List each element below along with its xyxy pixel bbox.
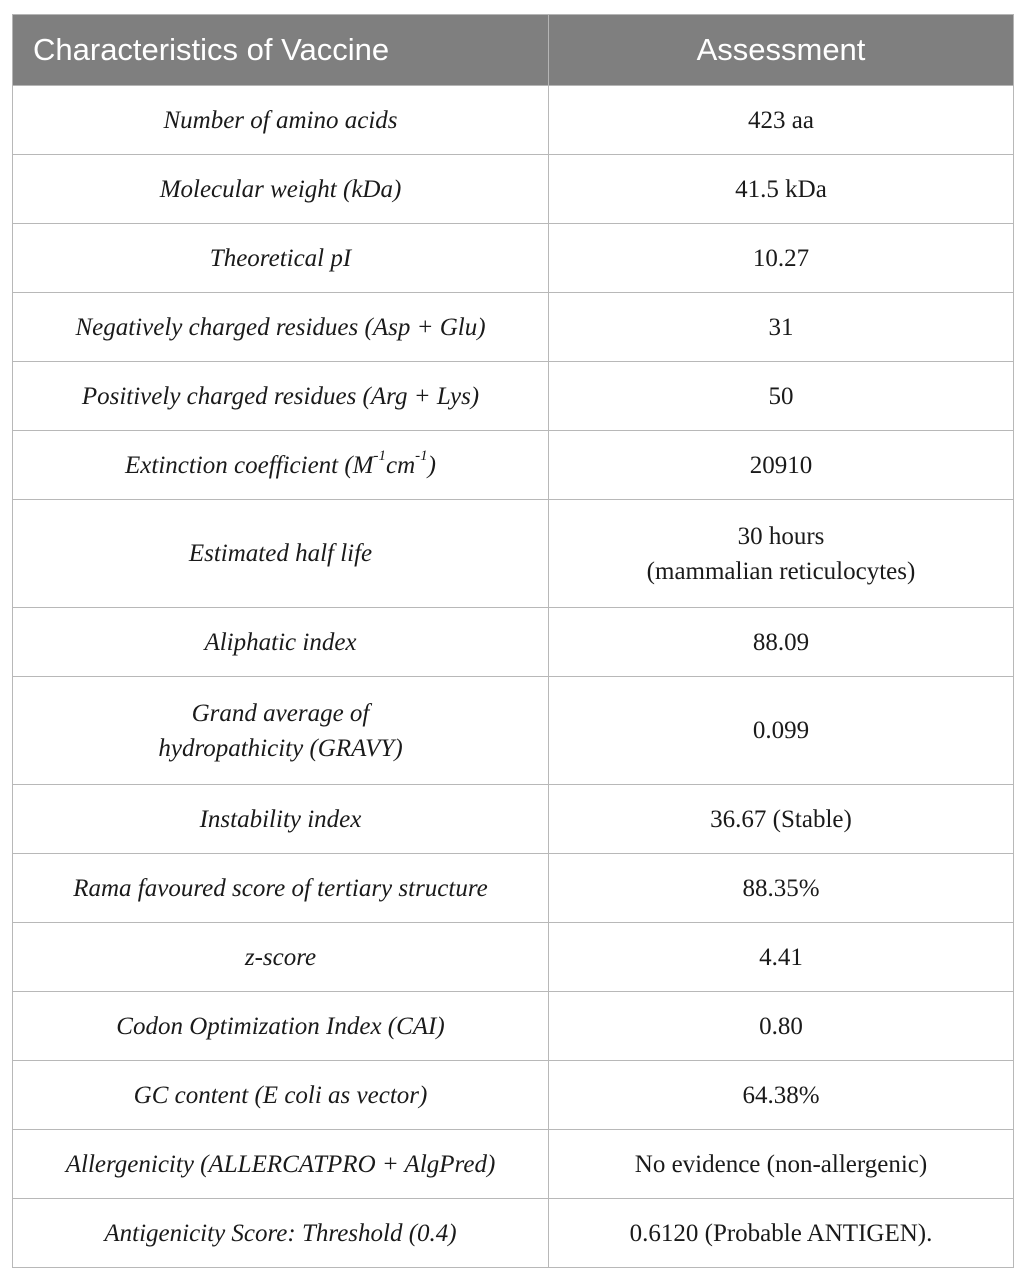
table-row bbox=[13, 923, 1014, 992]
row-label bbox=[13, 677, 549, 785]
table-header-row bbox=[13, 15, 1014, 86]
table-row bbox=[13, 1061, 1014, 1130]
row-value: No evidence (non-allergenic) bbox=[549, 1130, 1014, 1199]
table-row bbox=[13, 224, 1014, 293]
row-value: 10.27 bbox=[549, 224, 1014, 293]
value-line: 30 hours bbox=[737, 522, 825, 550]
table-row bbox=[13, 1199, 1014, 1268]
row-label: Allergenicity (ALLERCATPRO + AlgPred) bbox=[13, 1130, 549, 1199]
row-value: 4.41 bbox=[549, 923, 1014, 992]
row-label: z-score bbox=[13, 923, 549, 992]
row-value bbox=[549, 500, 1014, 608]
table-row bbox=[13, 785, 1014, 854]
row-label bbox=[13, 431, 549, 500]
row-label: Positively charged residues (Arg + Lys) bbox=[13, 362, 549, 431]
superscript: -1 bbox=[373, 447, 387, 464]
table-row bbox=[13, 677, 1014, 785]
row-label: Estimated half life bbox=[13, 500, 549, 608]
row-label: Theoretical pI bbox=[13, 224, 549, 293]
row-label: Negatively charged residues (Asp + Glu) bbox=[13, 293, 549, 362]
row-label: Instability index bbox=[13, 785, 549, 854]
label-part: Extinction coefficient (M bbox=[125, 451, 374, 479]
row-value: 0.099 bbox=[549, 677, 1014, 785]
table-row bbox=[13, 854, 1014, 923]
row-value: 88.35% bbox=[549, 854, 1014, 923]
column-header-assessment: Assessment bbox=[549, 15, 1014, 86]
row-value: 41.5 kDa bbox=[549, 155, 1014, 224]
table-row bbox=[13, 1130, 1014, 1199]
label-line: hydropathicity (GRAVY) bbox=[158, 734, 403, 762]
table-row bbox=[13, 608, 1014, 677]
row-value: 36.67 (Stable) bbox=[549, 785, 1014, 854]
table-row bbox=[13, 992, 1014, 1061]
label-part: cm bbox=[386, 451, 416, 479]
row-label: Aliphatic index bbox=[13, 608, 549, 677]
row-value: 0.6120 (Probable ANTIGEN). bbox=[549, 1199, 1014, 1268]
row-value: 423 aa bbox=[549, 86, 1014, 155]
row-value: 64.38% bbox=[549, 1061, 1014, 1130]
value-line: (mammalian reticulocytes) bbox=[646, 557, 916, 585]
row-label: GC content (E coli as vector) bbox=[13, 1061, 549, 1130]
table-row bbox=[13, 500, 1014, 608]
table-row bbox=[13, 362, 1014, 431]
row-value: 50 bbox=[549, 362, 1014, 431]
superscript: -1 bbox=[415, 447, 428, 464]
table-row bbox=[13, 86, 1014, 155]
table-row bbox=[13, 293, 1014, 362]
column-header-characteristics: Characteristics of Vaccine bbox=[13, 15, 549, 86]
vaccine-characteristics-table-wrap bbox=[12, 14, 1013, 1268]
table-row bbox=[13, 431, 1014, 500]
row-label: Rama favoured score of tertiary structure bbox=[13, 854, 549, 923]
vaccine-characteristics-table bbox=[12, 14, 1014, 1268]
row-value: 0.80 bbox=[549, 992, 1014, 1061]
table-row bbox=[13, 155, 1014, 224]
label-part: ) bbox=[427, 451, 436, 479]
row-value: 88.09 bbox=[549, 608, 1014, 677]
label-line: Grand average of bbox=[191, 699, 370, 727]
row-label: Number of amino acids bbox=[13, 86, 549, 155]
row-label: Antigenicity Score: Threshold (0.4) bbox=[13, 1199, 549, 1268]
row-label: Codon Optimization Index (CAI) bbox=[13, 992, 549, 1061]
row-label: Molecular weight (kDa) bbox=[13, 155, 549, 224]
row-value: 31 bbox=[549, 293, 1014, 362]
row-value: 20910 bbox=[549, 431, 1014, 500]
